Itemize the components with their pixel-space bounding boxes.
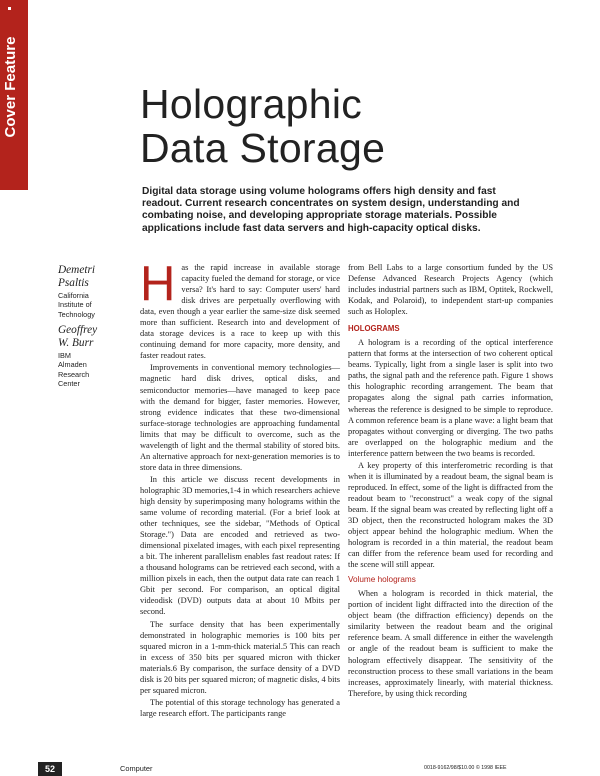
author-1 — [58, 264, 128, 319]
author-affiliation — [58, 291, 128, 319]
author-first-name: Demetri — [58, 264, 96, 276]
page-number: 52 — [38, 762, 62, 776]
paragraph — [140, 257, 340, 361]
body-column-left — [140, 257, 340, 720]
aff-line: Center — [58, 378, 80, 388]
abstract: Digital data storage using volume holograms offers high density and fast readout. Current research concentrates on system design, understanding and combating noise, and developing appropriate storage materials. Possible applications include fast data servers and high-capacity optical disks. — [142, 186, 520, 234]
section-band — [0, 0, 28, 190]
body-column-right — [348, 262, 553, 700]
paragraph: When a hologram is recorded in thick material, the portion of incident light diffracted into the direction of the object beam (the diffraction efficiency) depends on the similarity between the readout beam and the original reference beam. A small difference in either the wavelength or angle of the readout beam is sufficient to make the hologram effectively disappear. The sensitivity of the reconstruction process to these small variations in the beam increases, approximately linearly, with material thickness. Therefore, by using thick recording — [348, 589, 553, 698]
section-label: Cover Feature — [2, 36, 19, 138]
paragraph: In this article we discuss recent developments in holographic 3D memories,1-4 in which researchers achieve high density by superimposing many holograms within the same volume of recording material. (For a brief look at other techniques, see the sidebar, "Methods of Optical Storage.") Data are encoded and retrieved as two-dimensional pixelated images, with each pixel representing a bit. The inherent parallelism enables fast readout rates: If a thousand holograms can be retrieved each second, with a million pixels in each, then the output data rate can reach 1 Gbit per second. For comparison, an optical digital videodisk (DVD) outputs data at about 10 Mbits per second. — [140, 474, 340, 617]
paragraph: Improvements in conventional memory technologies—magnetic hard disk drives, optical disks, and semiconductor memories—have managed to keep pace with the demand for bigger, faster memories. However, strong evidence indicates that these two-dimensional surface-storage technologies are approaching fundamental limits that may be difficult to overcome, such as the wavelength of light and the thermal stability of stored bits. An alternative approach for next-generation memories is to store data in three dimensions. — [140, 363, 340, 472]
subsection-heading: Volume holograms — [348, 575, 416, 585]
paragraph: The potential of this storage technology has generated a large research effort. The participants range — [140, 697, 340, 718]
paragraph: The surface density that has been experimentally demonstrated in holographic memories is 100 bits per squared micron in a 1-mm-thick material.5 This can reach in excess of 350 bits per squared micron with thicker materials.6 By comparison, the surface density of a DVD disk is 20 bits per squared micron; of magnetic disks, 4 bits per squared micron. — [140, 619, 340, 695]
aff-line: California — [58, 291, 89, 300]
author-2 — [58, 324, 128, 388]
paragraph: from Bell Labs to a large consortium funded by the US Defense Advanced Research Projects Agency (which includes industrial partners such as IBM, Optitek, Rockwell, Kodak, and Polaroid), to independent start-up companies such as Holoplex. — [348, 263, 553, 317]
author-last-name: W. Burr — [58, 337, 94, 349]
paragraph: A key property of this interferometric recording is that when it is illuminated by a readout beam, the signal beam is reproduced. In effect, some of the light is diffracted from the readout beam to "reconstruct" a weak copy of the signal beam. If the signal beam was created by reflecting light off a 3D object, then the reconstructed hologram makes the 3D object appear behind the holographic medium. When the hologram is recorded in a thin material, the readout beam can differ from the reference beam used for recording and the scene will still appear. — [348, 460, 553, 570]
paragraph-text: as the rapid increase in available storage capacity fueled the demand for storage, or vice versa? It's hard to say: Computer users' hard disk drives are perpetually overflowing with data, even though a year earlier the same-size disk seemed more than sufficient. Research into and development of data storage devices is a race to keep up with this continuing demand for more capacity, more density, and faster readout rates. — [140, 263, 340, 361]
aff-line: Institute of — [58, 300, 92, 310]
aff-line: Technology — [58, 309, 95, 319]
article-title — [140, 82, 385, 170]
title-line-2: Data Storage — [140, 125, 386, 171]
title-line-1: Holographic — [140, 81, 363, 127]
drop-cap: H — [140, 257, 176, 311]
author-affiliation — [58, 351, 128, 388]
aff-line: IBM — [58, 351, 71, 360]
magazine-name: Computer — [120, 764, 153, 773]
aff-line: Research — [58, 369, 90, 379]
section-heading: HOLOGRAMS — [348, 324, 400, 334]
aff-line: Almaden — [58, 360, 87, 370]
author-first-name: Geoffrey — [58, 324, 98, 336]
issn-line: 0018-9162/98/$10.00 © 1998 IEEE — [424, 765, 507, 771]
author-last-name: Psaltis — [58, 277, 89, 289]
paragraph: A hologram is a recording of the optical interference pattern that forms at the intersection of two coherent optical beams. Typically, light from a single laser is split into two paths, the signal path and the reference path. Figure 1 shows this holographic recording arrangement. The beam that propagates along the signal path carries information, whereas the reference is designed to be simple to reproduce. A common reference beam is a plane wave: a light beam that propagates without converging or diverging. The two paths are overlapped on the holographic medium and the interference pattern between the two beams is recorded. — [348, 338, 553, 458]
